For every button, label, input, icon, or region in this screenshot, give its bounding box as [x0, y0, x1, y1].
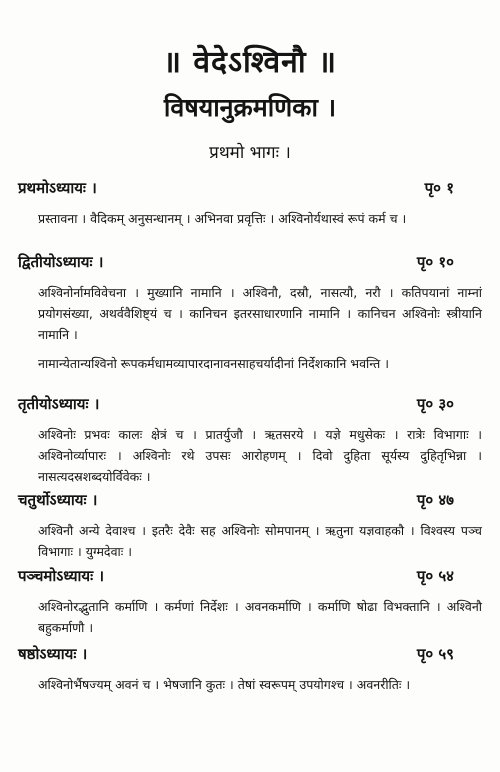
chapter-page-number: पृ० ५४ — [416, 567, 454, 585]
chapter-5 — [18, 566, 482, 646]
summary-paragraph: अश्विनोर्नामविवेचना । मुख्यानि नामानि । अश्विनौ, दस्रौ, नासत्यौ, नरौ । कतिपयानां नाम्नां प्रयोगसंख्या, अथर्ववैशिष्ट्यं च । कानिचन इतरसाधारणानि नामानि । कानिचन अश्विनोः स्त्रीयानि नामानि । — [38, 285, 482, 342]
chapter-summary — [18, 208, 482, 229]
chapter-summary — [18, 424, 482, 487]
summary-paragraph: प्रस्तावना । वैदिकम् अनुसन्धानम् । अभिनवा प्रवृत्तिः । अश्विनोर्यथास्वं रूपं कर्म च । — [38, 211, 407, 226]
chapter-heading-row — [18, 178, 482, 202]
chapter-heading-row — [18, 566, 482, 590]
chapter-title: पञ्चमोऽध्यायः । — [18, 567, 105, 585]
chapter-summary — [18, 520, 482, 562]
chapter-1 — [18, 178, 482, 237]
chapter-page-number: पृ० ४७ — [416, 491, 454, 509]
book-title: ॥ वेदेऽश्विनौ ॥ — [162, 45, 338, 80]
chapter-summary — [18, 596, 482, 638]
chapter-6 — [18, 644, 482, 703]
chapter-title: प्रथमोऽध्यायः । — [18, 179, 97, 197]
summary-paragraph: अश्विनोर्भैषज्यम् अवनं च । भेषजानि कुतः । तेषां स्वरूपम् उपयोगश्च । अवनरीतिः । — [38, 677, 411, 692]
chapter-title: चतुर्थोऽध्यायः । — [18, 491, 98, 509]
chapter-page-number: पृ० ५९ — [416, 645, 454, 663]
summary-paragraph: अश्विनोः प्रभवः कालः क्षेत्रं च । प्रातर्युजौ । ऋतसरये । यज्ञे मधुसेकः । रात्रेः विभागाः । अश्विनोर्व्यापारः । अश्विनोः रथे उपसः आरोहणम् । दिवो दुहिता सूर्यस्य दुहितृभिन्ना । नासत्यदस्रशब्दयोर्विवेकः । — [38, 427, 482, 484]
chapter-4 — [18, 490, 482, 570]
chapter-heading-row — [18, 394, 482, 418]
chapter-heading-row — [18, 644, 482, 668]
chapter-title: द्वितीयोऽध्यायः । — [18, 253, 104, 271]
chapter-page-number: पृ० १० — [416, 253, 454, 271]
summary-paragraph: अश्विनोरद्भुतानि कर्माणि । कर्मणां निर्देशः । अवनकर्माणि । कर्माणि षोढा विभक्तानि । अश्विनौ बहुकर्माणौ । — [38, 599, 482, 635]
chapter-page-number: पृ० ३० — [416, 395, 454, 413]
chapter-summary — [18, 674, 482, 695]
contents-heading: विषयानुक्रमणिका । — [163, 93, 337, 122]
summary-paragraph: अश्विनौ अन्ये देवाश्च । इतरैः देवैः सह अश्विनोः सोमपानम् । ऋतुना यज्ञवाहकौ । विश्वस्य पञ्च विभागाः । युग्मदेवाः । — [38, 523, 482, 559]
chapter-heading-row — [18, 490, 482, 514]
chapter-heading-row — [18, 252, 482, 276]
chapter-summary — [18, 282, 482, 374]
chapter-title: तृतीयोऽध्यायः । — [18, 395, 100, 413]
summary-paragraph: नामान्येतान्यश्विनो रूपकर्मधामव्यापारदानावनसाहचर्यादीनां निर्देशकानि भवन्ति । — [38, 356, 389, 371]
chapter-page-number: पृ० १ — [424, 179, 454, 197]
chapter-title: षष्ठोऽध्यायः । — [18, 645, 88, 663]
chapter-3 — [18, 394, 482, 495]
chapter-2 — [18, 252, 482, 382]
part-heading: प्रथमो भागः । — [209, 143, 291, 163]
